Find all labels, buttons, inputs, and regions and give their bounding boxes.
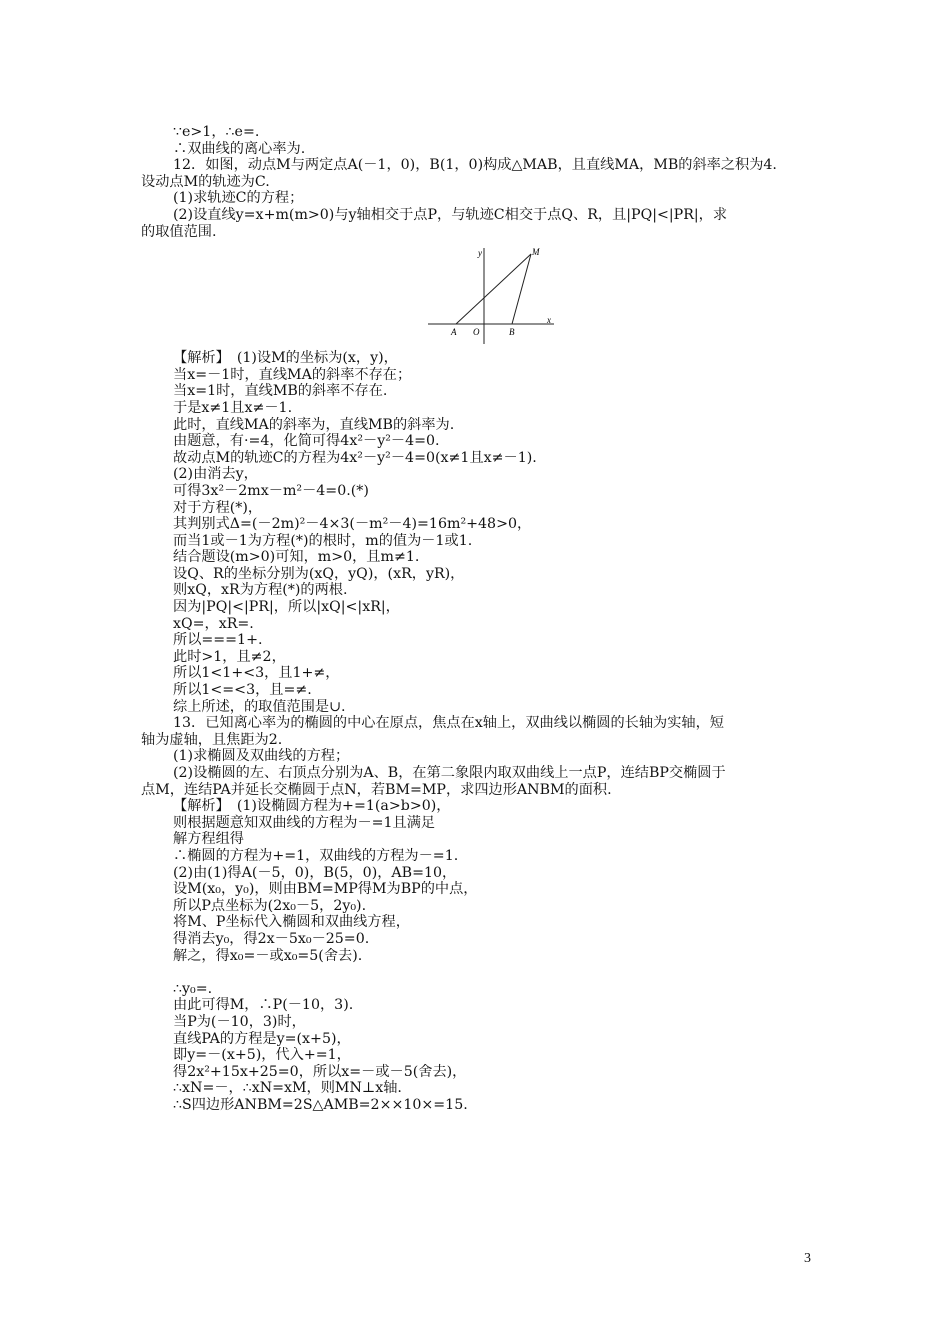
text-line: ∴S四边形ANBM=2S△AMB=2××10×=15. (173, 1096, 468, 1113)
text-line: (2)设直线y=x+m(m>0)与y轴相交于点P，与轨迹C相交于点Q、R，且|PQ|<|PR|，求 (173, 206, 728, 223)
text-line: ∴椭圆的方程为+=1，双曲线的方程为－=1. (173, 847, 459, 864)
text-line: 故动点M的轨迹C的方程为4x²－y²－4=0(x≠1且x≠－1). (173, 449, 537, 466)
text-line: 综上所述，的取值范围是∪. (173, 698, 346, 715)
text-line: 设Q、R的坐标分别为(xQ，yQ)，(xR，yR)， (173, 565, 465, 582)
text-line: 【解析】 (1)设M的坐标为(x，y)， (173, 350, 398, 367)
text-line: (2)由(1)得A(－5，0)，B(5，0)，AB=10， (173, 864, 457, 881)
text-line: 可得3x²－2mx－m²－4=0.(*) (173, 482, 369, 499)
text-line: 所以1<1+<3，且1+≠， (173, 665, 340, 682)
text-line: 因为|PQ|<|PR|，所以|xQ|<|xR|， (173, 599, 400, 616)
text-line: 即y=－(x+5)，代入+=1， (173, 1047, 351, 1064)
text-line: (1)求椭圆及双曲线的方程； (173, 748, 350, 765)
text-line: ∴y₀=. (173, 980, 213, 997)
text-line: 由此可得M，∴P(－10，3). (173, 997, 354, 1014)
text-line: 将M、P坐标代入椭圆和双曲线方程， (173, 914, 410, 931)
text-line: 点M，连结PA并延长交椭圆于点N，若BM=MP，求四边形ANBM的面积. (141, 781, 612, 798)
label-o: O (473, 327, 480, 338)
text-line: 则xQ，xR为方程(*)的两根. (173, 582, 348, 599)
label-a: A (451, 327, 457, 338)
coordinate-figure (141, 246, 811, 346)
segment-bm (512, 254, 531, 324)
text-line: 解之，得x₀=－或x₀=5(舍去). (173, 947, 363, 964)
segment-am (456, 254, 531, 324)
text-line: xQ=，xR=. (173, 615, 254, 632)
text-line: 对于方程(*)， (173, 499, 263, 516)
text-line: 所以P点坐标为(2x₀－5，2y₀). (173, 897, 367, 914)
text-line: 此时，直线MA的斜率为，直线MB的斜率为. (173, 416, 455, 433)
text-line: (1)求轨迹C的方程； (173, 190, 304, 207)
text-line: ∴双曲线的离心率为. (173, 140, 306, 157)
text-line: 结合题设(m>0)可知，m>0，且m≠1. (173, 549, 420, 566)
text-line: 所以===1+. (173, 632, 263, 649)
blank-gap (141, 964, 811, 981)
text-line: 于是x≠1且x≠－1. (173, 399, 293, 416)
page-content (141, 124, 811, 1113)
text-line: 13．已知离心率为的椭圆的中心在原点，焦点在x轴上，双曲线以椭圆的长轴为实轴，短 (173, 715, 724, 732)
text-line: 得消去y₀，得2x－5x₀－25=0. (173, 930, 370, 947)
text-block-solution-13-end (141, 981, 811, 1114)
text-line: 设动点M的轨迹为C. (141, 173, 270, 190)
label-b: B (509, 327, 515, 338)
text-line: 得2x²+15x+25=0，所以x=－或－5(舍去)， (173, 1063, 467, 1080)
text-line: 轴为虚轴，且焦距为2. (141, 731, 283, 748)
page-number: 3 (804, 1251, 811, 1266)
text-line: 则根据题意知双曲线的方程为－=1且满足 (173, 814, 436, 831)
text-line: 此时>1，且≠2， (173, 648, 286, 665)
text-line: 其判别式Δ=(－2m)²－4×3(－m²－4)=16m²+48>0， (173, 516, 532, 533)
text-line: 所以1<=<3，且=≠. (173, 682, 312, 699)
text-line: 【解析】 (1)设椭圆方程为+=1(a>b>0)， (173, 798, 451, 815)
text-line: 当x=－1时，直线MA的斜率不存在； (173, 366, 412, 383)
text-line: 当P为(－10，3)时， (173, 1013, 306, 1030)
text-line: 解方程组得 (173, 831, 244, 848)
text-line: ∴xN=－，∴xN=xM，则MN⊥x轴. (173, 1080, 402, 1097)
text-line: 设M(x₀，y₀)，则由BM=MP得M为BP的中点， (173, 881, 478, 898)
coordinate-diagram (426, 246, 556, 346)
label-m: M (532, 247, 540, 258)
text-line: (2)设椭圆的左、右顶点分别为A、B，在第二象限内取双曲线上一点P，连结BP交椭圆于 (173, 765, 726, 781)
text-line: 由题意，有·=4，化简可得4x²－y²－4=0. (173, 433, 440, 450)
label-y: y (478, 248, 482, 259)
text-line: 当x=1时，直线MB的斜率不存在. (173, 383, 388, 400)
text-block-solutions (141, 350, 811, 964)
text-line: ∵e>1，∴e=. (173, 124, 260, 140)
text-line: 而当1或－1为方程(*)的根时，m的值为－1或1. (173, 532, 473, 549)
label-x: x (547, 315, 551, 326)
text-line: 直线PA的方程是y=(x+5)， (173, 1030, 351, 1047)
text-block-problem-12 (141, 124, 811, 240)
text-line: 的取值范围. (141, 223, 217, 240)
text-line: (2)由消去y， (173, 466, 258, 483)
text-line: 12．如图，动点M与两定点A(－1，0)，B(1，0)构成△MAB，且直线MA，MB的斜率之积为4. (173, 157, 777, 174)
